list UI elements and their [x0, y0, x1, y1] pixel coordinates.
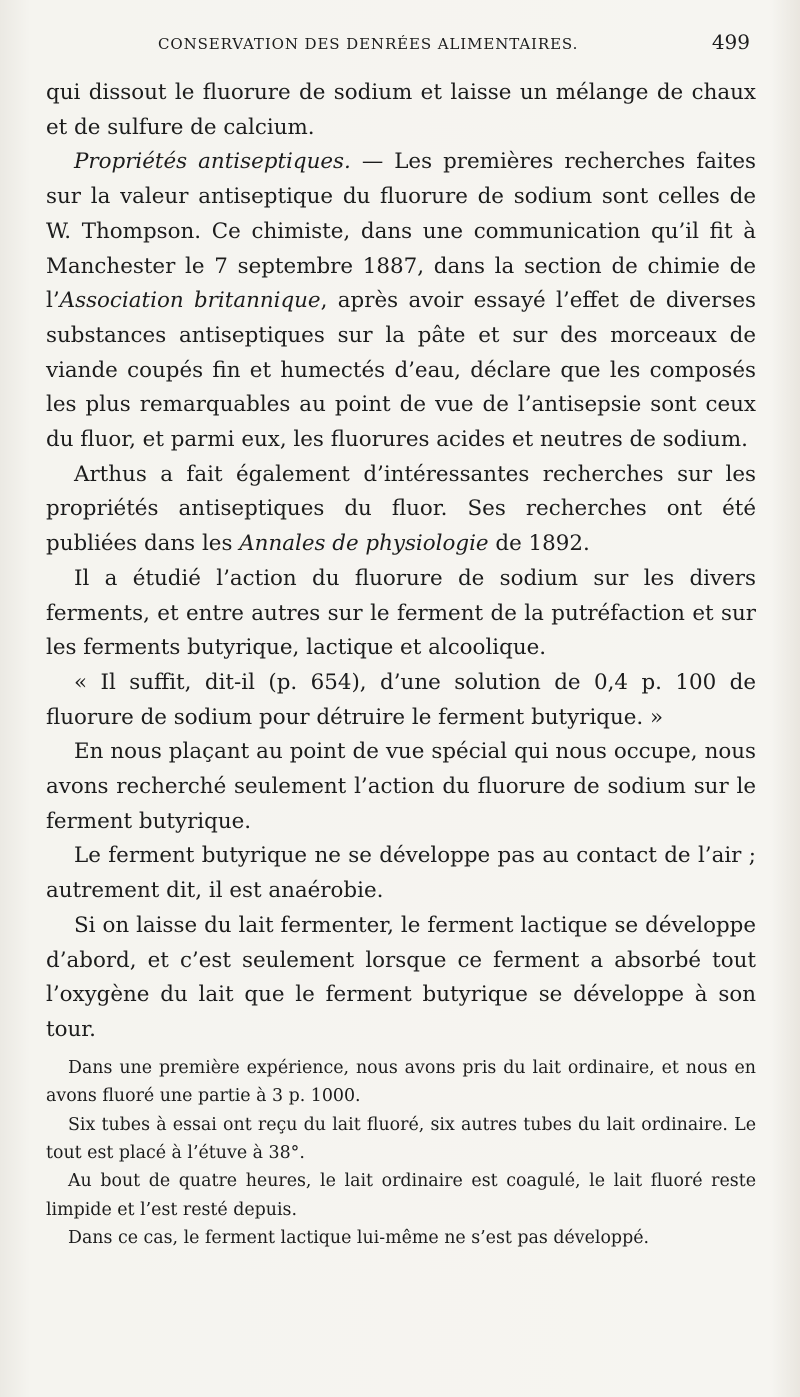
paragraph-2-italic: Association britannique: [59, 288, 321, 314]
paragraph-2-tail: , après avoir essayé l’effet de diverses substances antiseptiques sur la pâte et sur des morceaux de viande coupés fin et humectés d’eau, déclare que les composés les plus remarquables au point de vue de l’antisepsie sont ceux du fluor, et parmi eux, les fluorures acides et neutres de sodium.: [46, 288, 756, 453]
paragraph-2: [46, 145, 756, 457]
paragraph-5: « Il suffit, dit-il (p. 654), d’une solution de 0,4 p. 100 de fluorure de sodium pour détruire le ferment butyrique. »: [46, 669, 756, 730]
small-paragraph-1: Dans une première expérience, nous avons pris du lait ordinaire, et nous en avons fluoré une partie à 3 p. 1000.: [46, 1057, 756, 1107]
paragraph-1: qui dissout le fluorure de sodium et laisse un mélange de chaux et de sulfure de calcium.: [46, 80, 756, 140]
paragraph-8: Si on laisse du lait fermenter, le ferment lactique se développe d’abord, et c’est seulement lorsque ce ferment a absorbé tout l’oxygène du lait que le ferment butyrique se développe à son tour.: [46, 912, 756, 1042]
paragraph-6: En nous plaçant au point de vue spécial qui nous occupe, nous avons recherché seulement l’action du fluorure de sodium sur le ferment butyrique.: [46, 739, 756, 834]
paragraph-3-italic: Annales de physiologie: [239, 531, 489, 557]
paragraph-2-text: — Les premières recherches faites sur la valeur antiseptique du fluorure de sodium sont celles de W. Thompson. Ce chimiste, dans une communication qu’il fit à Manchester le 7 septembre 1887, dans la section de chimie de l’: [46, 149, 756, 314]
small-paragraph-4: Dans ce cas, le ferment lactique lui-même ne s’est pas développé.: [68, 1228, 650, 1249]
body-text: [46, 76, 756, 1048]
small-paragraph-2: Six tubes à essai ont reçu du lait fluoré, six autres tubes du lait ordinaire. Le tout est placé à l’étuve à 38°.: [46, 1114, 756, 1163]
small-paragraph-3: Au bout de quatre heures, le lait ordinaire est coagulé, le lait fluoré reste limpide et l’est resté depuis.: [46, 1171, 756, 1220]
paragraph-7: Le ferment butyrique ne se développe pas au contact de l’air ; autrement dit, il est anaérobie.: [46, 843, 756, 904]
paragraph-3-text: Arthus a fait également d’intéressantes recherches sur les propriétés antiseptiques du fluor. Ses recherches ont été publiées dans les: [46, 461, 756, 557]
paragraph-3: [46, 458, 756, 562]
paragraph-3-tail: de 1892.: [488, 531, 590, 557]
running-title: CONSERVATION DES DENRÉES ALIMENTAIRES.: [158, 35, 579, 53]
section-heading: Propriétés antiseptiques.: [74, 149, 351, 175]
paragraph-4: Il a étudié l’action du fluorure de sodium sur les divers ferments, et entre autres sur le ferment de la putréfaction et sur les ferments butyrique, lactique et alcoolique.: [46, 565, 756, 661]
small-print-section: [46, 1054, 756, 1253]
page-header: [46, 30, 756, 76]
page-number: 499: [711, 30, 750, 54]
